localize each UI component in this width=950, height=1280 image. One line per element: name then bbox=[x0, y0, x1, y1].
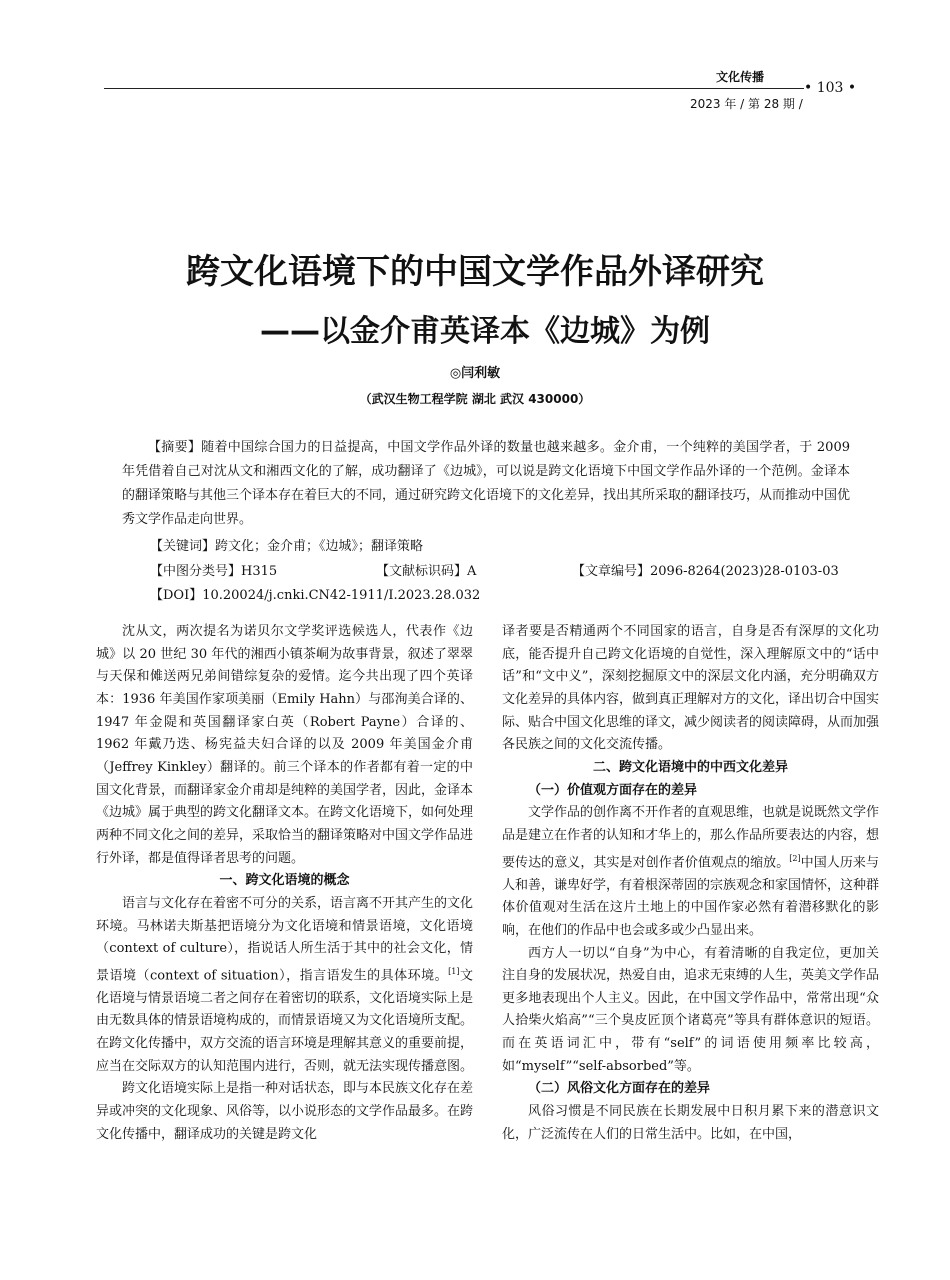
article-title: 跨文化语境下的中国文学作品外译研究 bbox=[186, 252, 764, 292]
document-code: 【文献标识码】A bbox=[376, 564, 477, 579]
doi: 【DOI】10.20024/j.cnki.CN42-1911/I.2023.28.032 bbox=[150, 588, 481, 603]
paragraph: 风俗习惯是不同民族在长期发展中日积月累下来的潜意识文化，广泛流传在人们的日常生活中。比如，在中国， bbox=[502, 1104, 879, 1142]
right-column bbox=[502, 621, 879, 1146]
paragraph: 文学作品的创作离不开作者的直观思维，也就是说既然文学作品是建立在作者的认知和才华上的，那么作品所要表达的内容，想要传达的意义，其实是对创作者价值观点的缩放。[2]中国人历来与人和善，谦卑好学，有着根深蒂固的宗族观念和家国情怀，这种群体价值观对生活在这片土地上的中国作家必然有着潜移默化的影响，在他们的作品中也会或多或少凸显出来。 bbox=[502, 805, 880, 938]
journal-name: 文化传播 bbox=[716, 70, 765, 84]
page-number: • 103 • bbox=[804, 80, 857, 96]
paragraph: 沈从文，两次提名为诺贝尔文学奖评选候选人，代表作《边城》以 20 世纪 30 年代的湘西小镇茶峒为故事背景，叙述了翠翠与天保和傩送两兄弟间错综复杂的爱情。迄今共出现了四个英译本：1936 年美国作家项美丽（Emily Hahn）与邵洵美合译的、1947 年金隄和英国翻译家白英（Robert Payne）合译的、1962 年戴乃迭、杨宪益夫妇合译的以及 2009 年美国金介甫（Jeffrey Kinkley）翻译的。前三个译本的作者都有着一定的中国文化背景，而翻译家金介甫却是纯粹的美国学者，因此，金译本《边城》属于典型的跨文化翻译文本。在跨文化语境下，如何处理两种不同文化之间的差异，采取恰当的翻译策略对中国文学作品进行外译，都是值得译者思考的问题。 bbox=[96, 624, 474, 866]
paragraph: 跨文化语境实际上是指一种对话状态，即与本民族文化存在差异或冲突的文化现象、风俗等，以小说形态的文学作品最多。在跨文化传播中，翻译成功的关键是跨文化 bbox=[96, 1081, 474, 1142]
paragraph: 译者要是否精通两个不同国家的语言，自身是否有深厚的文化功底，能否提升自己跨文化语境的自觉性，深入理解原文中的“话中话”和“文中义”，深刻挖掘原文中的深层文化内涵，充分明确双方文化差异的具体内容，做到真正理解对方的文化，译出切合中国实际、贴合中国文化思维的译文，减少阅读者的阅读障碍，从而加强各民族之间的文化交流传播。 bbox=[502, 624, 880, 753]
article-number: 【文章编号】2096-8264(2023)28-0103-03 bbox=[572, 564, 839, 579]
paragraph: 西方人一切以“自身”为中心，有着清晰的自我定位，更加关注自身的发展状况，热爱自由，追求无束缚的人生，英美文学作品更多地表现出个人主义。因此，在中国文学作品中，常常出现“众人拾柴火焰高”“三个臭皮匠顶个诸葛亮”等具有群体意识的短语。而在英语词汇中，带有“self”的词语使用频率比较高，如“myself”“self-absorbed”等。 bbox=[502, 945, 880, 1074]
subsection-heading: （一）价值观方面存在的差异 bbox=[528, 782, 698, 798]
citation[interactable]: [1] bbox=[448, 966, 460, 976]
author-name: ◎闫利敏 bbox=[449, 366, 501, 381]
section-heading: 二、跨文化语境中的中西文化差异 bbox=[592, 759, 788, 775]
subsection-heading: （二）风俗文化方面存在的差异 bbox=[528, 1081, 711, 1097]
paragraph: 语言与文化存在着密不可分的关系，语言离不开其产生的文化环境。马林诺夫斯基把语境分为文化语境和情景语境，文化语境（context of culture），指说话人所生活于其中的社会文化，情景语境（context of situation），指言语发生的具体环境。[1]文化语境与情景语境二者之间存在着密切的联系，文化语境实际上是由无数具体的情景语境构成的，而情景语境又为文化语境所支配。在跨文化传播中，双方交流的语言环境是理解其意义的重要前提，应当在交际双方的认知范围内进行，否则，就无法实现传播意图。 bbox=[96, 895, 474, 1074]
header-rule bbox=[104, 88, 804, 89]
left-column bbox=[96, 621, 473, 1146]
citation[interactable]: [2] bbox=[789, 853, 801, 863]
section-heading: 一、跨文化语境的概念 bbox=[219, 873, 350, 889]
author-affiliation: （武汉生物工程学院 湖北 武汉 430000） bbox=[359, 392, 591, 406]
keywords: 【关键词】跨文化；金介甫；《边城》；翻译策略 bbox=[150, 539, 424, 554]
article-subtitle: ——以金介甫英译本《边城》为例 bbox=[260, 314, 710, 349]
abstract: 【摘要】随着中国综合国力的日益提高，中国文学作品外译的数量也越来越多。金介甫，一个纯粹的美国学者，于 2009 年凭借着自己对沈从文和湘西文化的了解，成功翻译了《边城》，可以说是跨文化语境下中国文学作品外译的一个范例。金译本的翻译策略与其他三个译本存在着巨大的不同，通过研究跨文化语境下的文化差异，找出其所采取的翻译技巧，从而推动中国优秀文学作品走向世界。 bbox=[122, 440, 851, 527]
classification-number: 【中图分类号】H315 bbox=[150, 564, 278, 579]
issue-label: 2023 年 / 第 28 期 / bbox=[690, 97, 803, 111]
